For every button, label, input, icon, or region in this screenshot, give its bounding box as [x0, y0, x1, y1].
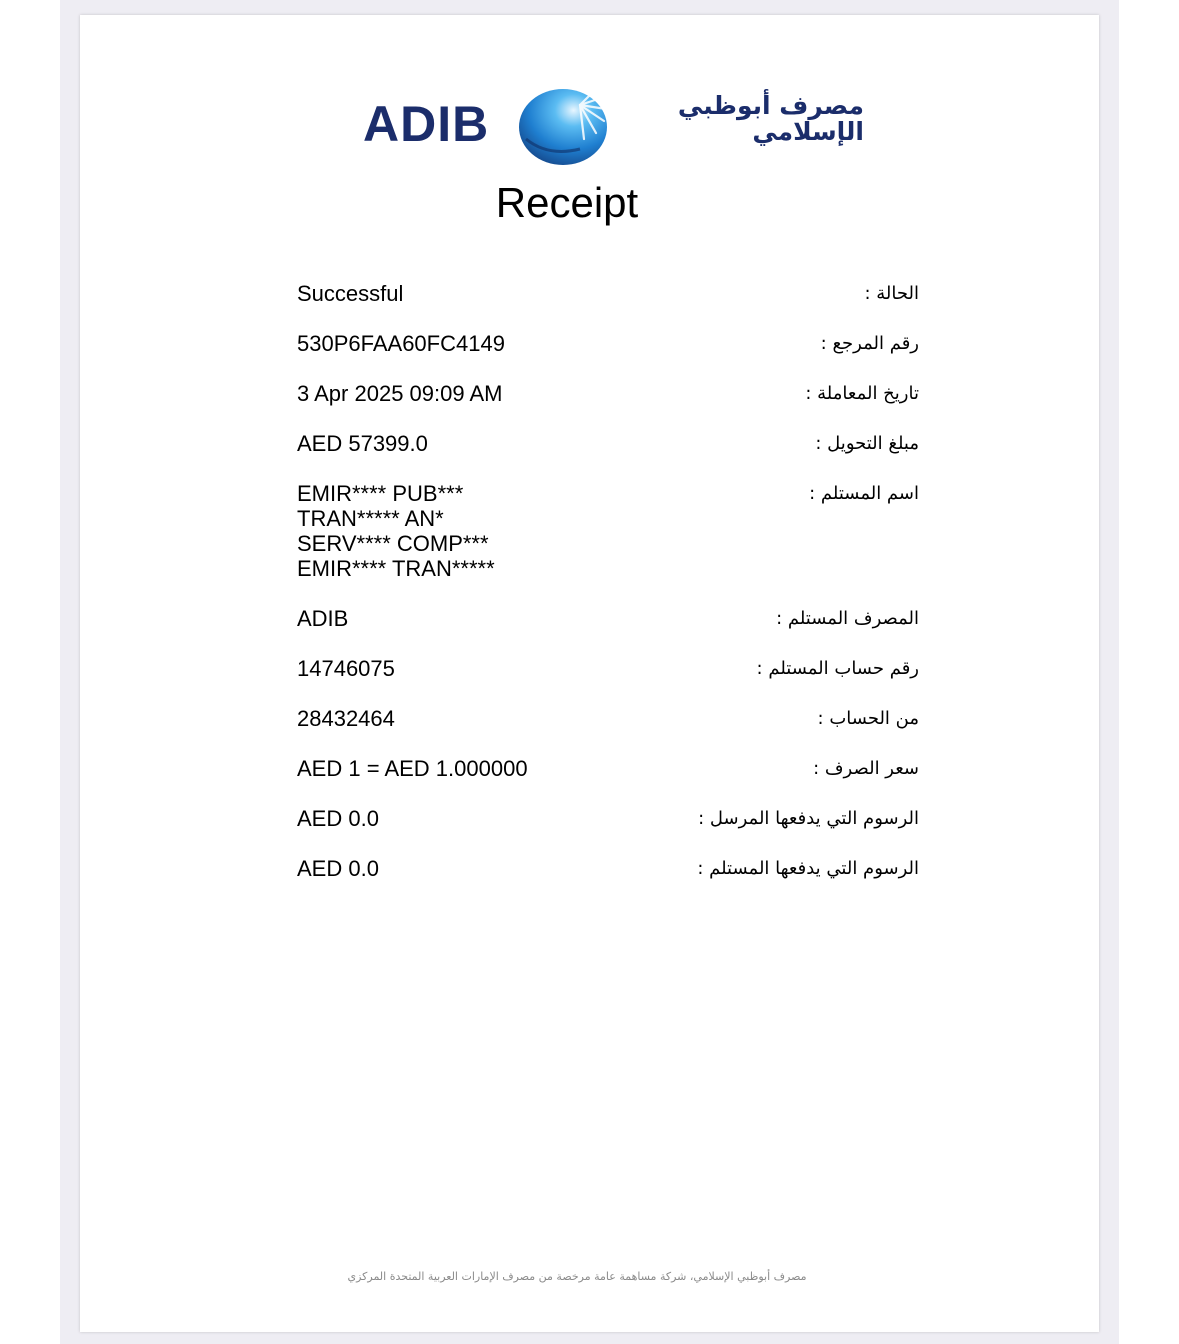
row-label: الرسوم التي يدفعها المرسل :: [698, 808, 919, 829]
logo-arabic-line2: الإسلامي: [752, 117, 864, 147]
row-value: AED 0.0: [297, 806, 379, 831]
row-value: ADIB: [297, 606, 349, 631]
row-value: Successful: [297, 281, 404, 306]
row-label: رقم المرجع :: [820, 333, 919, 354]
legal-footer: مصرف أبوظبي الإسلامي، شركة مساهمة عامة مرخصة من مصرف الإمارات العربية المتحدة المركزي: [347, 1270, 807, 1283]
row-label: تاريخ المعاملة :: [805, 383, 919, 404]
row-value: AED 0.0: [297, 856, 379, 881]
row-label: رقم حساب المستلم :: [756, 658, 919, 679]
receipt-title: Receipt: [495, 179, 639, 226]
row-value: AED 1 = AED 1.000000: [297, 756, 528, 781]
row-value: AED 57399.0: [297, 431, 428, 456]
row-label: اسم المستلم :: [809, 483, 919, 504]
logo-arabic-line1: مصرف أبوظبي: [677, 91, 864, 120]
logo-arabic-text: [624, 93, 864, 146]
row-value: 3 Apr 2025 09:09 AM: [297, 381, 503, 406]
row-value: 14746075: [297, 656, 395, 681]
row-label: سعر الصرف :: [813, 758, 919, 779]
row-value: EMIR**** PUB*** TRAN***** AN* SERV**** COMP*** EMIR**** TRAN*****: [297, 481, 495, 581]
logo-latin-text: ADIB: [363, 96, 490, 152]
row-label: الحالة :: [864, 283, 919, 304]
row-label: المصرف المستلم :: [776, 608, 919, 629]
globe-icon: [518, 87, 610, 167]
row-label: الرسوم التي يدفعها المستلم :: [697, 858, 919, 879]
row-value: 530P6FAA60FC4149: [297, 331, 505, 356]
row-label: مبلغ التحويل :: [815, 433, 919, 454]
row-value: 28432464: [297, 706, 395, 731]
adib-logo: [360, 85, 870, 167]
row-label: من الحساب :: [817, 708, 919, 729]
